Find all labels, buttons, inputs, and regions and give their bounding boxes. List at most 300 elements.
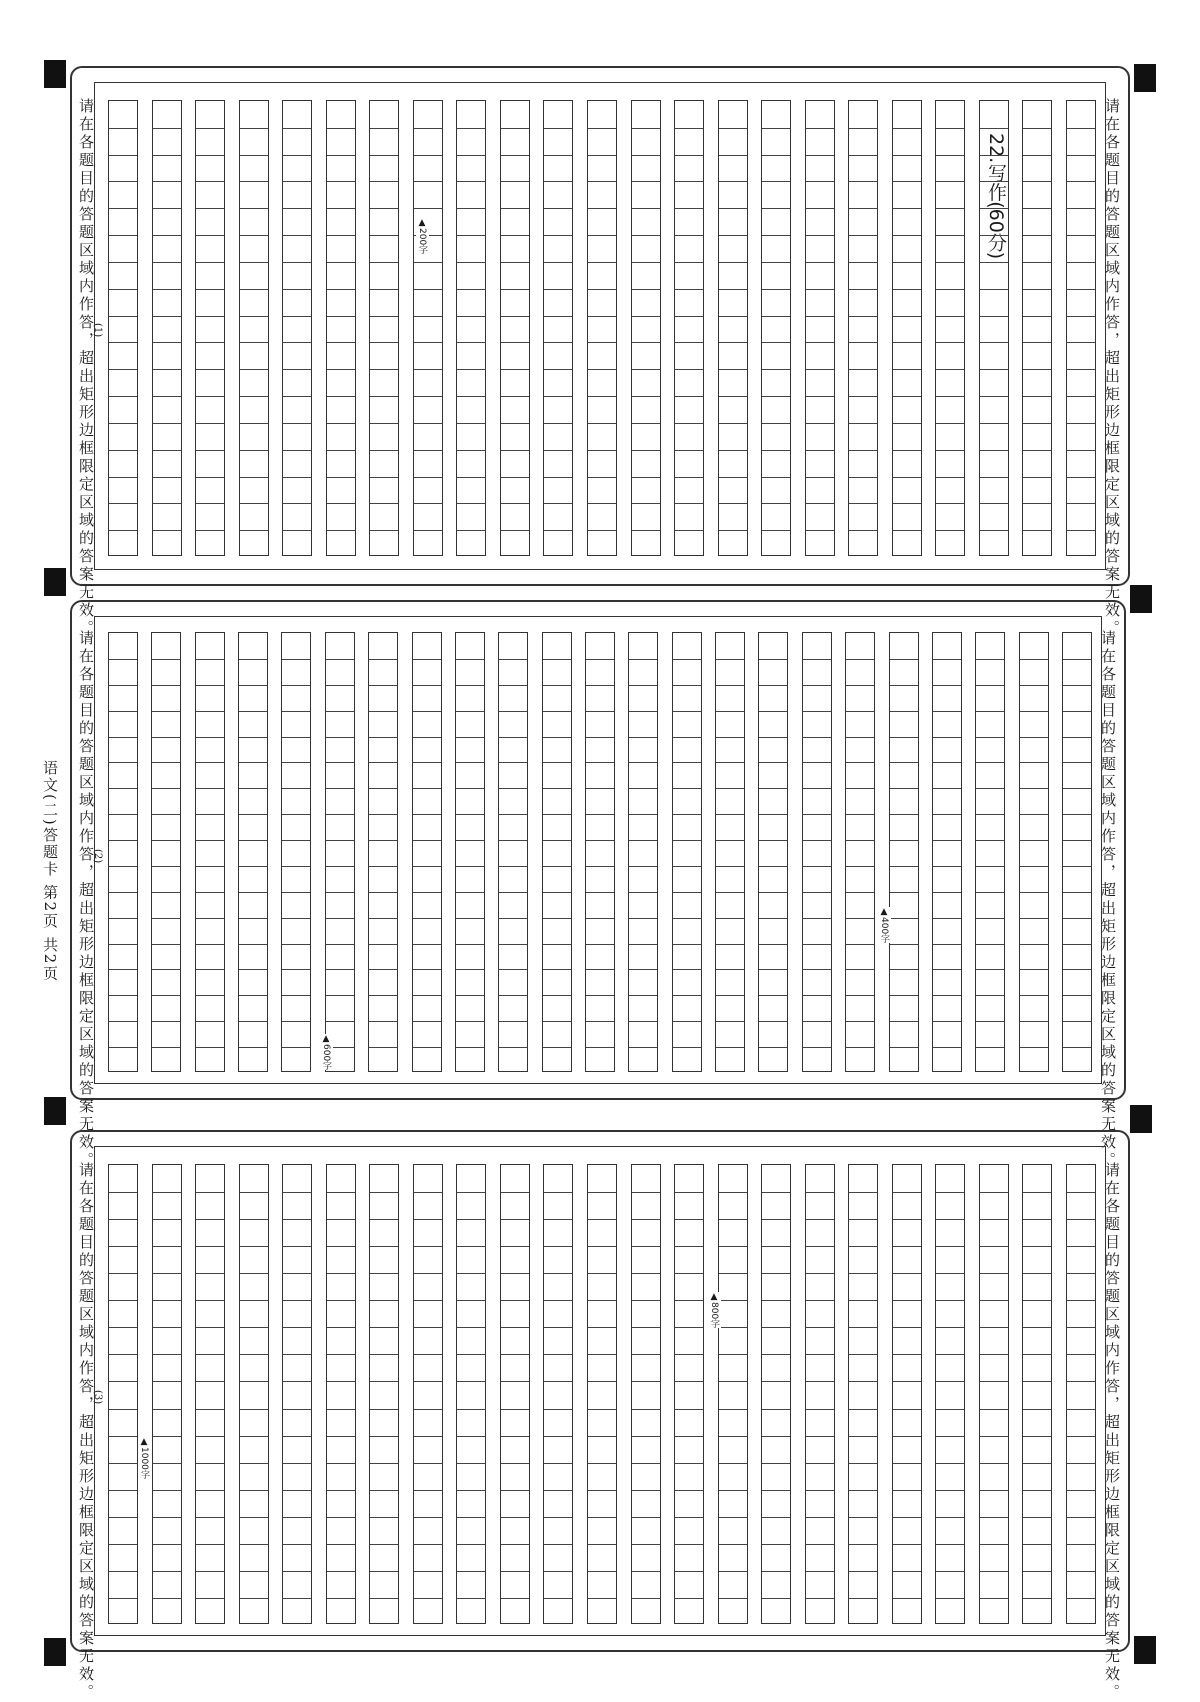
grid-column[interactable] <box>1022 100 1052 556</box>
grid-cell-line <box>457 208 485 209</box>
grid-column[interactable] <box>889 632 919 1072</box>
grid-column[interactable] <box>932 632 962 1072</box>
grid-cell-line <box>632 1517 660 1518</box>
grid-column[interactable] <box>195 1164 225 1624</box>
grid-column[interactable] <box>718 100 748 556</box>
grid-column[interactable] <box>326 100 356 556</box>
grid-cell-line <box>196 262 224 263</box>
grid-cell-line <box>1023 1463 1051 1464</box>
grid-cell-line <box>283 423 311 424</box>
grid-column[interactable] <box>456 100 486 556</box>
grid-column[interactable] <box>543 100 573 556</box>
grid-cell-line <box>719 1571 747 1572</box>
grid-column[interactable] <box>979 100 1009 556</box>
grid-cell-line <box>803 762 831 763</box>
grid-cell-line <box>456 711 484 712</box>
grid-cell-line <box>632 316 660 317</box>
grid-cell-line <box>1020 1021 1048 1022</box>
grid-column[interactable] <box>326 1164 356 1624</box>
grid-cell-line <box>543 659 571 660</box>
grid-cell-line <box>632 1273 660 1274</box>
grid-cell-line <box>109 737 137 738</box>
grid-column[interactable] <box>585 632 615 1072</box>
grid-cell-line <box>719 1463 747 1464</box>
grid-column[interactable] <box>628 632 658 1072</box>
registration-mark <box>1134 1636 1156 1664</box>
grid-cell-line <box>457 369 485 370</box>
grid-cell-line <box>803 685 831 686</box>
grid-cell-line <box>1023 235 1051 236</box>
grid-cell-line <box>414 369 442 370</box>
grid-cell-line <box>675 396 703 397</box>
grid-cell-line <box>109 1219 137 1220</box>
grid-cell-line <box>544 1327 572 1328</box>
grid-column[interactable] <box>500 100 530 556</box>
grid-cell-line <box>629 892 657 893</box>
grid-cell-line <box>109 289 137 290</box>
grid-cell-line <box>849 235 877 236</box>
grid-cell-line <box>762 396 790 397</box>
grid-cell-line <box>499 995 527 996</box>
grid-cell-line <box>1067 450 1095 451</box>
grid-cell-line <box>544 503 572 504</box>
grid-column[interactable] <box>369 1164 399 1624</box>
grid-cell-line <box>370 1544 398 1545</box>
grid-cell-line <box>716 762 744 763</box>
grid-cell-line <box>719 155 747 156</box>
grid-cell-line <box>1067 1544 1095 1545</box>
answer-grid[interactable] <box>108 100 1096 556</box>
grid-cell-line <box>675 1571 703 1572</box>
grid-cell-line <box>153 503 181 504</box>
grid-cell-line <box>240 369 268 370</box>
grid-cell-line <box>936 316 964 317</box>
grid-cell-line <box>762 1219 790 1220</box>
grid-cell-line <box>283 1327 311 1328</box>
grid-cell-line <box>240 1436 268 1437</box>
grid-cell-line <box>632 1571 660 1572</box>
grid-cell-line <box>370 1219 398 1220</box>
grid-cell-line <box>543 840 571 841</box>
grid-cell-line <box>1063 737 1091 738</box>
grid-column[interactable] <box>325 632 355 1072</box>
grid-cell-line <box>370 1490 398 1491</box>
grid-cell-line <box>980 1517 1008 1518</box>
grid-cell-line <box>109 316 137 317</box>
grid-cell-line <box>976 685 1004 686</box>
grid-cell-line <box>239 737 267 738</box>
grid-column[interactable] <box>282 100 312 556</box>
grid-cell-line <box>414 1327 442 1328</box>
grid-cell-line <box>327 1598 355 1599</box>
grid-cell-line <box>153 1219 181 1220</box>
grid-cell-line <box>240 1598 268 1599</box>
grid-cell-line <box>976 788 1004 789</box>
grid-cell-line <box>109 1490 137 1491</box>
grid-column[interactable] <box>631 100 661 556</box>
grid-cell-line <box>196 1463 224 1464</box>
grid-column[interactable] <box>718 1164 748 1624</box>
grid-column[interactable] <box>935 100 965 556</box>
grid-cell-line <box>501 155 529 156</box>
answer-grid[interactable] <box>108 1164 1096 1624</box>
grid-cell-line <box>675 155 703 156</box>
grid-cell-line <box>457 262 485 263</box>
grid-cell-line <box>849 128 877 129</box>
grid-cell-line <box>716 969 744 970</box>
grid-cell-line <box>283 503 311 504</box>
grid-cell-line <box>936 1192 964 1193</box>
grid-cell-line <box>849 1192 877 1193</box>
grid-cell-line <box>153 289 181 290</box>
grid-cell-line <box>1063 892 1091 893</box>
grid-column[interactable] <box>108 1164 138 1624</box>
grid-column[interactable] <box>979 1164 1009 1624</box>
grid-cell-line <box>153 477 181 478</box>
grid-cell-line <box>675 1381 703 1382</box>
grid-column[interactable] <box>761 1164 791 1624</box>
grid-cell-line <box>544 181 572 182</box>
grid-cell-line <box>457 1246 485 1247</box>
grid-cell-line <box>414 1354 442 1355</box>
grid-cell-line <box>980 477 1008 478</box>
grid-cell-line <box>370 1598 398 1599</box>
grid-cell-line <box>806 1273 834 1274</box>
grid-cell-line <box>936 289 964 290</box>
grid-cell-line <box>109 1327 137 1328</box>
word-count-marker: ▲400字 <box>879 907 889 944</box>
grid-column[interactable] <box>239 1164 269 1624</box>
grid-cell-line <box>109 840 137 841</box>
grid-cell-line <box>196 155 224 156</box>
grid-cell-line <box>283 1571 311 1572</box>
grid-cell-line <box>109 1409 137 1410</box>
grid-column[interactable] <box>543 1164 573 1624</box>
grid-column[interactable] <box>1022 1164 1052 1624</box>
grid-column[interactable] <box>152 1164 182 1624</box>
grid-cell-line <box>1023 262 1051 263</box>
grid-cell-line <box>153 155 181 156</box>
grid-cell-line <box>457 423 485 424</box>
grid-column[interactable] <box>239 100 269 556</box>
grid-cell-line <box>1067 1327 1095 1328</box>
grid-cell-line <box>414 155 442 156</box>
grid-column[interactable] <box>587 1164 617 1624</box>
grid-cell-line <box>849 396 877 397</box>
grid-cell-line <box>675 1598 703 1599</box>
grid-cell-line <box>499 1047 527 1048</box>
grid-column[interactable] <box>369 100 399 556</box>
grid-cell-line <box>1023 530 1051 531</box>
grid-cell-line <box>1023 1300 1051 1301</box>
grid-cell-line <box>893 1571 921 1572</box>
grid-cell-line <box>586 788 614 789</box>
grid-cell-line <box>890 995 918 996</box>
grid-cell-line <box>501 1327 529 1328</box>
grid-cell-line <box>370 1463 398 1464</box>
grid-cell-line <box>806 450 834 451</box>
grid-cell-line <box>588 503 616 504</box>
grid-cell-line <box>675 477 703 478</box>
grid-column[interactable] <box>674 1164 704 1624</box>
grid-cell-line <box>632 128 660 129</box>
grid-column[interactable] <box>672 632 702 1072</box>
answer-grid[interactable] <box>108 632 1092 1072</box>
grid-column[interactable] <box>455 632 485 1072</box>
grid-cell-line <box>936 369 964 370</box>
grid-cell-line <box>849 1219 877 1220</box>
grid-column[interactable] <box>758 632 788 1072</box>
grid-cell-line <box>890 1047 918 1048</box>
grid-cell-line <box>933 892 961 893</box>
grid-column[interactable] <box>715 632 745 1072</box>
grid-cell-line <box>239 711 267 712</box>
grid-cell-line <box>501 1381 529 1382</box>
grid-cell-line <box>673 685 701 686</box>
grid-cell-line <box>370 1354 398 1355</box>
grid-cell-line <box>544 1300 572 1301</box>
grid-cell-line <box>240 1544 268 1545</box>
grid-column[interactable] <box>587 100 617 556</box>
grid-cell-line <box>936 1327 964 1328</box>
grid-cell-line <box>719 1273 747 1274</box>
grid-column[interactable] <box>413 1164 443 1624</box>
grid-cell-line <box>413 866 441 867</box>
grid-cell-line <box>629 1047 657 1048</box>
grid-column[interactable] <box>848 1164 878 1624</box>
grid-cell-line <box>240 477 268 478</box>
grid-cell-line <box>849 1300 877 1301</box>
grid-cell-line <box>849 450 877 451</box>
grid-column[interactable] <box>108 100 138 556</box>
grid-cell-line <box>152 814 180 815</box>
grid-cell-line <box>846 1047 874 1048</box>
grid-cell-line <box>632 423 660 424</box>
grid-cell-line <box>762 235 790 236</box>
grid-column[interactable] <box>848 100 878 556</box>
grid-cell-line <box>976 995 1004 996</box>
grid-cell-line <box>893 1327 921 1328</box>
grid-cell-line <box>803 788 831 789</box>
grid-column[interactable] <box>631 1164 661 1624</box>
grid-cell-line <box>283 181 311 182</box>
grid-cell-line <box>109 1544 137 1545</box>
grid-cell-line <box>109 918 137 919</box>
grid-column[interactable] <box>1062 632 1092 1072</box>
grid-cell-line <box>152 711 180 712</box>
grid-cell-line <box>370 128 398 129</box>
grid-column[interactable] <box>892 100 922 556</box>
grid-cell-line <box>109 450 137 451</box>
grid-cell-line <box>675 208 703 209</box>
grid-cell-line <box>457 477 485 478</box>
grid-column[interactable] <box>1066 1164 1096 1624</box>
grid-cell-line <box>933 866 961 867</box>
grid-column[interactable] <box>108 632 138 1072</box>
grid-cell-line <box>936 1219 964 1220</box>
grid-cell-line <box>196 1300 224 1301</box>
grid-column[interactable] <box>805 100 835 556</box>
grid-column[interactable] <box>542 632 572 1072</box>
grid-cell-line <box>588 1219 616 1220</box>
grid-cell-line <box>1067 396 1095 397</box>
grid-cell-line <box>719 1409 747 1410</box>
grid-cell-line <box>893 1381 921 1382</box>
grid-cell-line <box>544 1490 572 1491</box>
grid-column[interactable] <box>152 100 182 556</box>
grid-cell-line <box>893 316 921 317</box>
grid-cell-line <box>976 814 1004 815</box>
section-number: (2) <box>92 849 103 864</box>
grid-column[interactable] <box>238 632 268 1072</box>
grid-cell-line <box>936 155 964 156</box>
grid-column[interactable] <box>674 100 704 556</box>
grid-cell-line <box>501 128 529 129</box>
grid-cell-line <box>196 1354 224 1355</box>
grid-cell-line <box>586 944 614 945</box>
grid-cell-line <box>501 262 529 263</box>
grid-cell-line <box>1063 995 1091 996</box>
grid-cell-line <box>153 316 181 317</box>
grid-cell-line <box>806 155 834 156</box>
grid-cell-line <box>806 1381 834 1382</box>
grid-column[interactable] <box>151 632 181 1072</box>
grid-column[interactable] <box>892 1164 922 1624</box>
grid-cell-line <box>152 944 180 945</box>
grid-column[interactable] <box>500 1164 530 1624</box>
grid-cell-line <box>196 840 224 841</box>
grid-cell-line <box>673 866 701 867</box>
grid-cell-line <box>153 1381 181 1382</box>
grid-cell-line <box>457 1598 485 1599</box>
grid-cell-line <box>1067 1246 1095 1247</box>
grid-cell-line <box>414 1517 442 1518</box>
grid-cell-line <box>456 995 484 996</box>
grid-cell-line <box>1067 208 1095 209</box>
grid-cell-line <box>282 659 310 660</box>
grid-cell-line <box>109 788 137 789</box>
registration-mark <box>1134 64 1156 92</box>
grid-cell-line <box>413 711 441 712</box>
grid-cell-line <box>632 1436 660 1437</box>
grid-column[interactable] <box>845 632 875 1072</box>
grid-cell-line <box>719 289 747 290</box>
grid-cell-line <box>716 866 744 867</box>
grid-cell-line <box>980 1354 1008 1355</box>
grid-cell-line <box>673 1021 701 1022</box>
grid-cell-line <box>719 181 747 182</box>
grid-cell-line <box>153 530 181 531</box>
grid-cell-line <box>586 969 614 970</box>
grid-cell-line <box>153 1300 181 1301</box>
grid-column[interactable] <box>1019 632 1049 1072</box>
grid-cell-line <box>544 1544 572 1545</box>
grid-cell-line <box>1023 1598 1051 1599</box>
grid-cell-line <box>632 1354 660 1355</box>
grid-cell-line <box>543 892 571 893</box>
grid-cell-line <box>413 1047 441 1048</box>
grid-cell-line <box>893 1463 921 1464</box>
grid-cell-line <box>457 1273 485 1274</box>
grid-column[interactable] <box>368 632 398 1072</box>
grid-cell-line <box>1067 316 1095 317</box>
grid-cell-line <box>759 737 787 738</box>
grid-cell-line <box>152 788 180 789</box>
grid-cell-line <box>413 737 441 738</box>
grid-column[interactable] <box>498 632 528 1072</box>
grid-cell-line <box>369 918 397 919</box>
panel-notice-right: 请在各题目的答题区域内作答，超出矩形边框限定区域的答案无效。 <box>1103 1162 1121 1702</box>
grid-column[interactable] <box>975 632 1005 1072</box>
grid-column[interactable] <box>412 632 442 1072</box>
grid-column[interactable] <box>1066 100 1096 556</box>
grid-cell-line <box>196 788 224 789</box>
grid-cell-line <box>849 1409 877 1410</box>
grid-cell-line <box>893 1436 921 1437</box>
grid-cell-line <box>673 711 701 712</box>
grid-cell-line <box>716 995 744 996</box>
grid-column[interactable] <box>935 1164 965 1624</box>
grid-cell-line <box>588 1463 616 1464</box>
grid-column[interactable] <box>195 100 225 556</box>
grid-column[interactable] <box>282 1164 312 1624</box>
grid-cell-line <box>370 396 398 397</box>
grid-column[interactable] <box>761 100 791 556</box>
grid-cell-line <box>543 1021 571 1022</box>
grid-cell-line <box>414 1381 442 1382</box>
grid-cell-line <box>109 1021 137 1022</box>
grid-cell-line <box>675 1219 703 1220</box>
grid-cell-line <box>762 450 790 451</box>
grid-cell-line <box>370 1327 398 1328</box>
grid-cell-line <box>370 1246 398 1247</box>
grid-cell-line <box>370 1300 398 1301</box>
grid-cell-line <box>632 208 660 209</box>
grid-cell-line <box>588 155 616 156</box>
grid-cell-line <box>457 1327 485 1328</box>
grid-column[interactable] <box>802 632 832 1072</box>
grid-cell-line <box>846 866 874 867</box>
grid-cell-line <box>326 685 354 686</box>
grid-cell-line <box>501 1273 529 1274</box>
grid-cell-line <box>196 235 224 236</box>
grid-cell-line <box>629 814 657 815</box>
grid-cell-line <box>846 788 874 789</box>
grid-cell-line <box>980 1463 1008 1464</box>
grid-cell-line <box>588 235 616 236</box>
grid-column[interactable] <box>805 1164 835 1624</box>
grid-cell-line <box>716 892 744 893</box>
grid-column[interactable] <box>281 632 311 1072</box>
grid-column[interactable] <box>456 1164 486 1624</box>
grid-cell-line <box>806 1436 834 1437</box>
grid-column[interactable] <box>413 100 443 556</box>
grid-cell-line <box>803 1047 831 1048</box>
grid-cell-line <box>543 737 571 738</box>
grid-cell-line <box>152 1021 180 1022</box>
grid-cell-line <box>588 342 616 343</box>
grid-cell-line <box>675 530 703 531</box>
grid-cell-line <box>282 892 310 893</box>
grid-cell-line <box>588 262 616 263</box>
grid-cell-line <box>980 1192 1008 1193</box>
grid-cell-line <box>1063 814 1091 815</box>
grid-cell-line <box>414 1571 442 1572</box>
grid-column[interactable] <box>195 632 225 1072</box>
grid-cell-line <box>632 530 660 531</box>
grid-cell-line <box>673 814 701 815</box>
grid-cell-line <box>1067 1517 1095 1518</box>
